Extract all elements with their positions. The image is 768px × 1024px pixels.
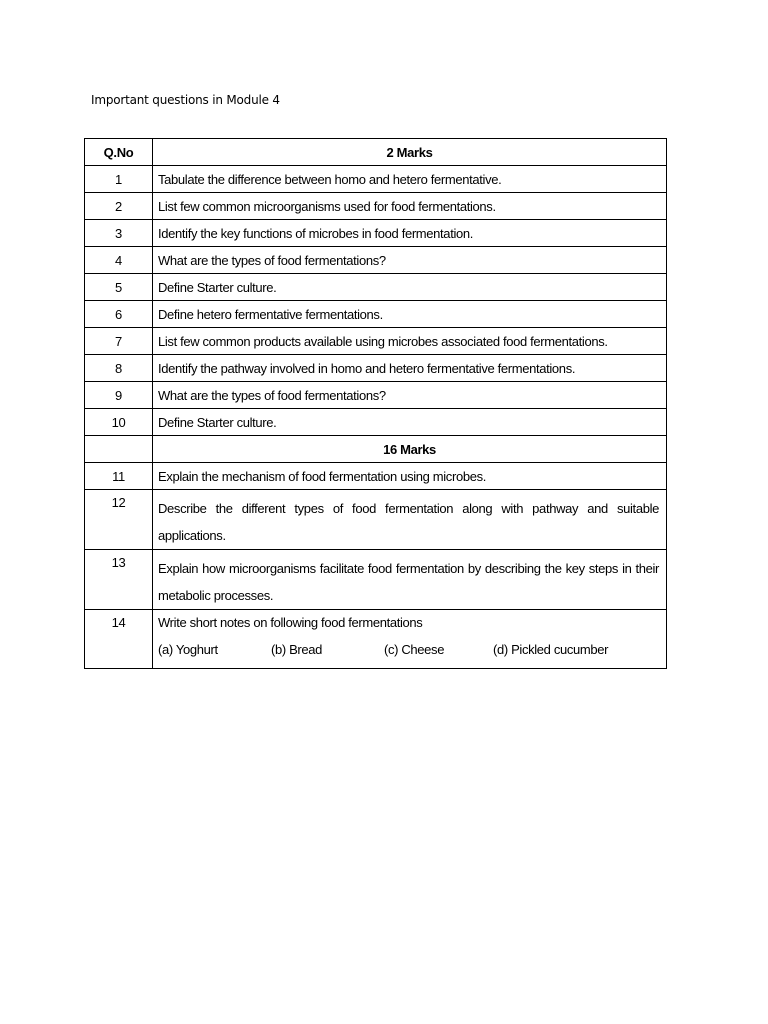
question-number: 6	[85, 301, 153, 328]
question-cell	[153, 610, 667, 669]
question-number: 10	[85, 409, 153, 436]
question-number: 2	[85, 193, 153, 220]
table-row	[85, 382, 667, 409]
table-row	[85, 274, 667, 301]
questions-table	[84, 138, 667, 669]
options-list	[158, 642, 659, 658]
question-number: 5	[85, 274, 153, 301]
table-row	[85, 328, 667, 355]
question-text: Identify the key functions of microbes in food fermentation.	[153, 220, 667, 247]
table-header-row	[85, 139, 667, 166]
question-number: 1	[85, 166, 153, 193]
question-text: Define Starter culture.	[153, 409, 667, 436]
question-text: Tabulate the difference between homo and hetero fermentative.	[153, 166, 667, 193]
table-row	[85, 220, 667, 247]
table-row	[85, 301, 667, 328]
question-number: 8	[85, 355, 153, 382]
table-row	[85, 193, 667, 220]
option-item: (a) Yoghurt	[158, 642, 218, 657]
option-item: (d) Pickled cucumber	[493, 642, 609, 657]
table-row	[85, 409, 667, 436]
table-row	[85, 550, 667, 610]
empty-cell	[85, 436, 153, 463]
section-row-16-marks	[85, 436, 667, 463]
question-cell	[153, 490, 667, 550]
question-number: 14	[85, 610, 153, 669]
question-text: Define Starter culture.	[153, 274, 667, 301]
qno-column-header: Q.No	[85, 139, 153, 166]
option-item: (c) Cheese	[384, 642, 445, 657]
question-text: Describe the different types of food fermentation along with pathway and suitable applications.	[158, 501, 659, 543]
question-number: 7	[85, 328, 153, 355]
question-cell	[153, 550, 667, 610]
question-text: What are the types of food fermentations?	[153, 247, 667, 274]
question-text: List few common microorganisms used for food fermentations.	[153, 193, 667, 220]
question-text: Write short notes on following food fermentations	[158, 615, 423, 630]
table-row	[85, 490, 667, 550]
table-row	[85, 463, 667, 490]
table-row	[85, 166, 667, 193]
question-number: 13	[85, 550, 153, 610]
question-text: Identify the pathway involved in homo and hetero fermentative fermentations.	[153, 355, 667, 382]
table-row	[85, 355, 667, 382]
page-title: Important questions in Module 4	[91, 93, 280, 107]
question-number: 4	[85, 247, 153, 274]
question-number: 11	[85, 463, 153, 490]
section-header-16-marks: 16 Marks	[153, 436, 667, 463]
question-number: 12	[85, 490, 153, 550]
option-item: (b) Bread	[271, 642, 323, 657]
question-text: Explain how microorganisms facilitate food fermentation by describing the key steps in their metabolic processes.	[158, 561, 659, 603]
question-text: Define hetero fermentative fermentations.	[153, 301, 667, 328]
table-row	[85, 610, 667, 669]
question-text: What are the types of food fermentations?	[153, 382, 667, 409]
question-number: 9	[85, 382, 153, 409]
table-row	[85, 247, 667, 274]
question-text: List few common products available using microbes associated food fermentations.	[153, 328, 667, 355]
question-text: Explain the mechanism of food fermentation using microbes.	[153, 463, 667, 490]
question-number: 3	[85, 220, 153, 247]
section-header-2-marks: 2 Marks	[153, 139, 667, 166]
